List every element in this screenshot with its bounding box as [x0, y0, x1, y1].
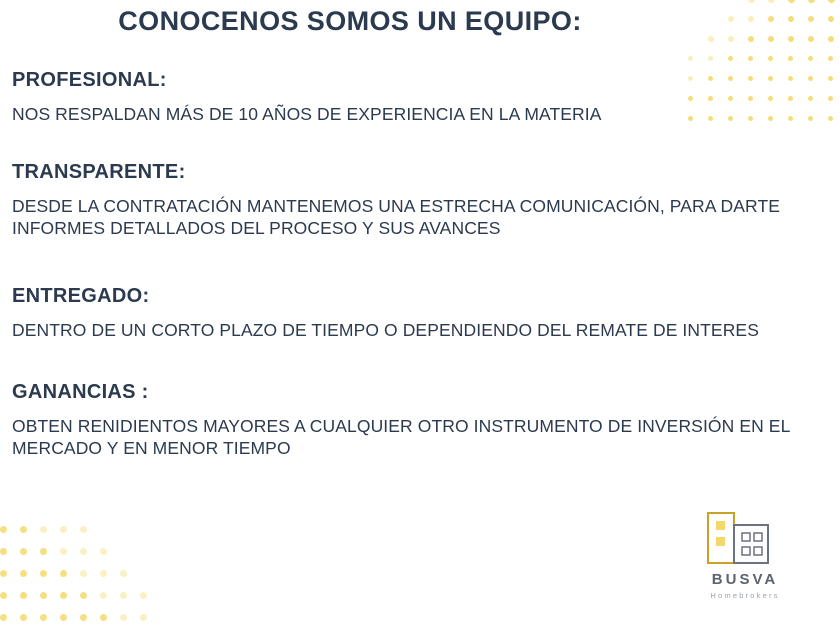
section-ganancias	[12, 381, 812, 459]
section-heading: GANANCIAS :	[12, 381, 149, 404]
logo-tagline: Homebrokers	[710, 591, 780, 600]
brand-logo	[680, 505, 810, 600]
decorative-dots-bottom-left	[0, 518, 164, 630]
section-text: DENTRO DE UN CORTO PLAZO DE TIEMPO O DEPENDIENDO DEL REMATE DE INTERES	[12, 320, 759, 341]
section-text: DESDE LA CONTRATACIÓN MANTENEMOS UNA ESTRECHA COMUNICACIÓN, PARA DARTE INFORMES DETALLADOS DEL PROCESO Y SUS AVANCES	[12, 196, 781, 238]
section-heading: ENTREGADO:	[12, 285, 150, 308]
section-text: NOS RESPALDAN MÁS DE 10 AÑOS DE EXPERIENCIA EN LA MATERIA	[12, 104, 602, 124]
section-text: OBTEN RENIDIENTOS MAYORES A CUALQUIER OTRO INSTRUMENTO DE INVERSIÓN EN EL MERCADO Y EN MENOR TIEMPO	[12, 416, 790, 458]
building-icon	[690, 505, 800, 567]
content-body	[12, 55, 812, 465]
section-transparente	[12, 161, 812, 239]
section-heading: PROFESIONAL:	[12, 69, 167, 91]
logo-name: BUSVA	[711, 571, 779, 588]
section-heading: TRANSPARENTE:	[12, 161, 186, 184]
section-profesional	[12, 69, 812, 125]
section-entregado	[12, 285, 812, 341]
page-title: CONOCENOS SOMOS UN EQUIPO:	[118, 6, 582, 36]
